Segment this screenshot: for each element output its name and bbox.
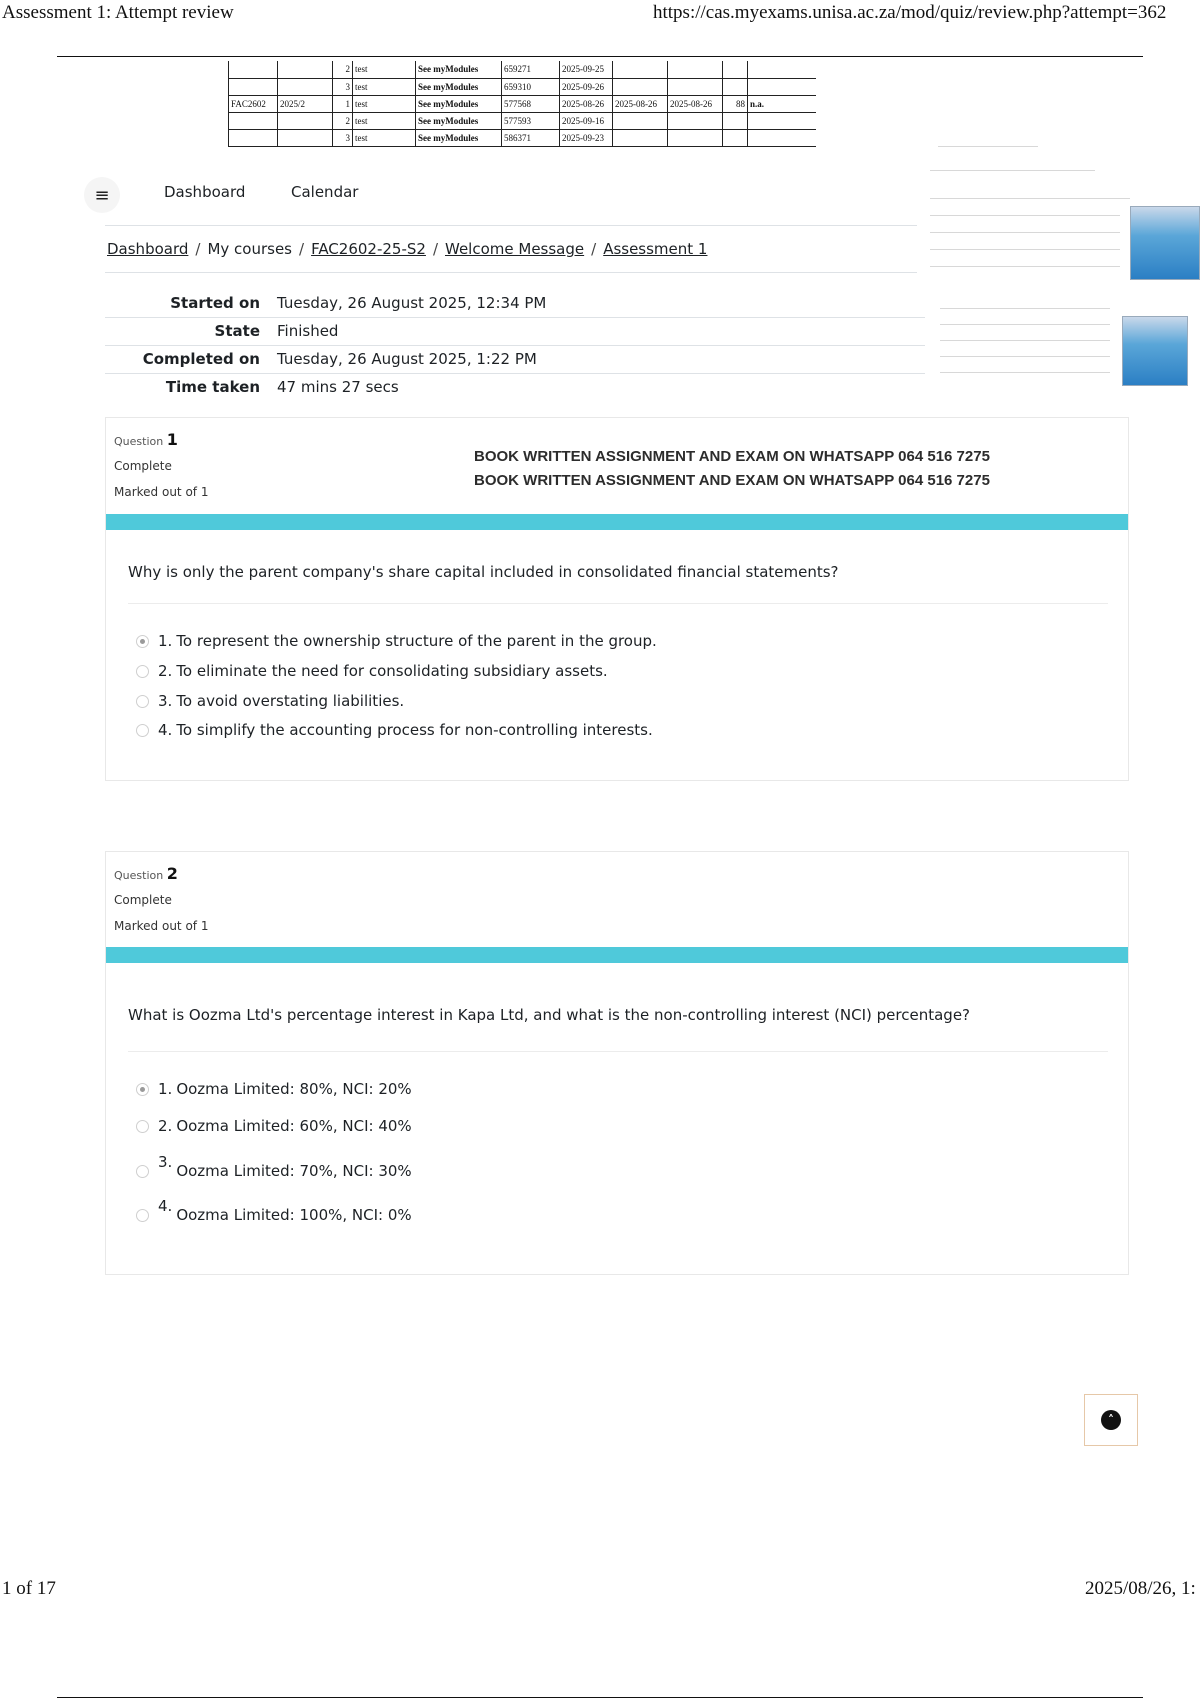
results-table-cell: 3 (333, 129, 353, 146)
summary-row-state: State Finished (105, 318, 925, 346)
results-table-cell (748, 129, 816, 146)
results-table-cell (668, 78, 723, 95)
results-table-cell: 2 (333, 61, 353, 78)
radio-button[interactable] (136, 635, 149, 648)
answer-option[interactable]: 4. Oozma Limited: 100%, NCI: 0% (136, 1206, 412, 1224)
summary-row-completed: Completed on Tuesday, 26 August 2025, 1:22 PM (105, 346, 925, 374)
results-table-cell: 2025-09-23 (560, 129, 613, 146)
results-table-cell: 2025-09-16 (560, 112, 613, 129)
footer-rule (57, 1697, 1143, 1698)
radio-button[interactable] (136, 1165, 149, 1178)
results-table-cell (229, 78, 278, 95)
results-table-cell: See myModules (416, 61, 502, 78)
results-table-row (229, 129, 816, 146)
question-divider (128, 1051, 1108, 1052)
results-table-cell: FAC2602 (229, 95, 278, 112)
question-header-bar (106, 514, 1128, 530)
answer-option[interactable]: 4. To simplify the accounting process for non-controlling interests. (136, 721, 653, 739)
results-table-cell (668, 61, 723, 78)
radio-button[interactable] (136, 724, 149, 737)
print-page-title: Assessment 1: Attempt review (2, 2, 234, 23)
results-table-cell (278, 78, 333, 95)
back-to-top-button[interactable] (1084, 1394, 1138, 1446)
results-table-cell (229, 129, 278, 146)
question-2 (105, 851, 1129, 1275)
answer-option[interactable]: 3. To avoid overstating liabilities. (136, 692, 404, 710)
results-table-cell (723, 61, 748, 78)
results-table-cell: 2025-08-26 (560, 95, 613, 112)
results-table-cell: See myModules (416, 78, 502, 95)
nav-calendar[interactable]: Calendar (291, 183, 359, 201)
radio-button[interactable] (136, 1083, 149, 1096)
results-table-row (229, 112, 816, 129)
results-table-cell (229, 61, 278, 78)
breadcrumb-welcome-message[interactable]: Welcome Message (445, 240, 585, 258)
answer-option[interactable]: 1. To represent the ownership structure of the parent in the group. (136, 632, 657, 650)
results-table-cell (748, 61, 816, 78)
question-text: What is Oozma Ltd's percentage interest in Kapa Ltd, and what is the non-controlling interest (NCI) percentage? (128, 1006, 971, 1024)
results-table-cell (748, 78, 816, 95)
attempt-summary (105, 290, 925, 402)
results-table-cell (613, 61, 668, 78)
results-table-cell: 659310 (502, 78, 560, 95)
breadcrumb-dashboard[interactable]: Dashboard (107, 240, 189, 258)
results-table-cell: 88 (723, 95, 748, 112)
summary-row-time-taken: Time taken 47 mins 27 secs (165, 378, 399, 396)
results-table-cell: 577593 (502, 112, 560, 129)
question-divider (128, 603, 1108, 604)
question-status: Complete (114, 893, 172, 907)
results-table-cell: 1 (333, 95, 353, 112)
results-table-cell: 2025-08-26 (613, 95, 668, 112)
nav-divider (105, 225, 917, 226)
header-rule (57, 56, 1143, 57)
results-table-cell: 2025-09-26 (560, 78, 613, 95)
question-number: 1 (166, 430, 178, 449)
breadcrumb-assessment[interactable]: Assessment 1 (603, 240, 708, 258)
results-table-cell: 577568 (502, 95, 560, 112)
results-table-cell: test (353, 129, 416, 146)
radio-button[interactable] (136, 1120, 149, 1133)
results-table-cell (613, 112, 668, 129)
results-table-cell: 2025/2 (278, 95, 333, 112)
print-date: 2025/08/26, 1: (1085, 1578, 1196, 1599)
results-table-cell: See myModules (416, 95, 502, 112)
results-table-cell (723, 78, 748, 95)
results-table-cell: 2025-08-26 (668, 95, 723, 112)
print-page-number: 1 of 17 (2, 1578, 56, 1599)
thumbnail-image (1122, 316, 1188, 386)
nav-dashboard[interactable]: Dashboard (164, 183, 246, 201)
question-info: Question 2 Complete Marked out of 1 (114, 864, 209, 933)
radio-button[interactable] (136, 695, 149, 708)
results-table-cell: 3 (333, 78, 353, 95)
answer-option[interactable]: 3. Oozma Limited: 70%, NCI: 30% (136, 1162, 412, 1180)
answer-option[interactable]: 2. Oozma Limited: 60%, NCI: 40% (136, 1117, 412, 1135)
results-table-cell: test (353, 95, 416, 112)
embedded-screenshot-thumbnails (930, 140, 1200, 400)
question-marks: Marked out of 1 (114, 919, 209, 933)
results-table (228, 61, 816, 147)
results-table-cell (613, 129, 668, 146)
print-header (0, 0, 1200, 26)
chevron-up-icon: ˄ (1101, 1410, 1121, 1430)
results-table-cell: n.a. (748, 95, 816, 112)
print-footer (0, 1578, 1200, 1604)
question-marks: Marked out of 1 (114, 485, 209, 499)
results-table-cell (613, 78, 668, 95)
results-table-cell (668, 129, 723, 146)
summary-row-started: Started on Tuesday, 26 August 2025, 12:34 PM (105, 290, 925, 318)
results-table-cell: test (353, 78, 416, 95)
hamburger-menu-icon[interactable]: ≡ (84, 177, 120, 213)
question-1 (105, 417, 1129, 781)
answer-option[interactable]: 2. To eliminate the need for consolidating subsidiary assets. (136, 662, 608, 680)
breadcrumb: Dashboard / My courses / FAC2602-25-S2 / Welcome Message / Assessment 1 (107, 240, 708, 258)
print-page-url: https://cas.myexams.unisa.ac.za/mod/quiz/review.php?attempt=362 (653, 2, 1167, 23)
results-table-cell: See myModules (416, 129, 502, 146)
results-table-cell (278, 129, 333, 146)
question-number: 2 (166, 864, 178, 883)
question-text: Why is only the parent company's share capital included in consolidated financial statements? (128, 563, 839, 581)
results-table-cell: 659271 (502, 61, 560, 78)
results-table-cell (229, 112, 278, 129)
breadcrumb-divider (105, 272, 917, 273)
results-table-cell: 2 (333, 112, 353, 129)
radio-button[interactable] (136, 1209, 149, 1222)
breadcrumb-my-courses: My courses (207, 240, 292, 258)
question-header-bar (106, 947, 1128, 963)
results-table-cell (668, 112, 723, 129)
results-table-cell (723, 112, 748, 129)
results-table-cell (748, 112, 816, 129)
question-info: Question 1 Complete Marked out of 1 (114, 430, 209, 499)
results-table-row (229, 61, 816, 78)
results-table-cell (723, 129, 748, 146)
results-table-cell: 586371 (502, 129, 560, 146)
thumbnail-image (1130, 206, 1200, 280)
breadcrumb-course[interactable]: FAC2602-25-S2 (311, 240, 426, 258)
results-table-cell (278, 112, 333, 129)
question-status: Complete (114, 459, 172, 473)
radio-button[interactable] (136, 665, 149, 678)
answer-option[interactable]: 1. Oozma Limited: 80%, NCI: 20% (136, 1080, 412, 1098)
results-table-row (229, 78, 816, 95)
results-table-cell: test (353, 112, 416, 129)
results-table-cell: test (353, 61, 416, 78)
results-table-cell (278, 61, 333, 78)
whatsapp-ad-text: BOOK WRITTEN ASSIGNMENT AND EXAM ON WHATSAPP 064 516 7275 BOOK WRITTEN ASSIGNMENT AND EXAM ON WHATSAPP 064 516 7275 (474, 448, 990, 489)
results-table-cell: 2025-09-25 (560, 61, 613, 78)
results-table-cell: See myModules (416, 112, 502, 129)
results-table-row (229, 95, 816, 112)
